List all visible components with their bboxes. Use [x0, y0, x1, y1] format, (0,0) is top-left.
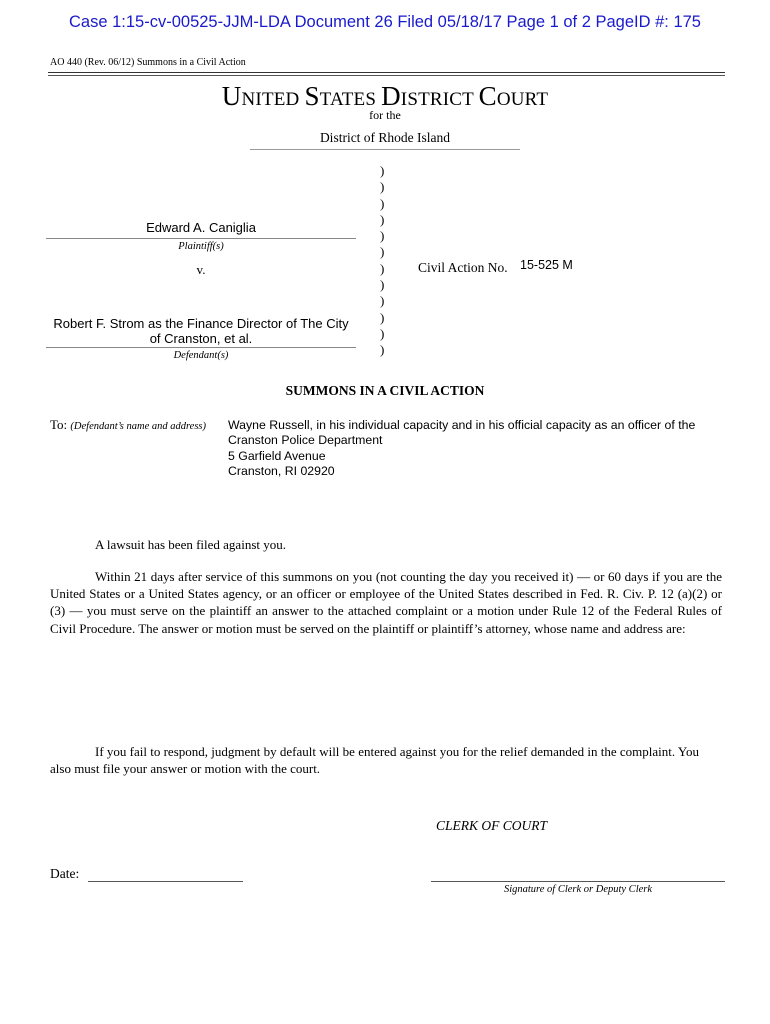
defendant-name-line-2: of Cranston, et al.: [149, 331, 253, 346]
district-underline: [250, 149, 520, 150]
address-line-4: Cranston, RI 02920: [228, 463, 335, 478]
civil-action-label: Civil Action No.: [418, 260, 508, 275]
defendant-name: [46, 316, 356, 346]
paragraph-lawsuit-filed: A lawsuit has been filed against you.: [95, 537, 286, 552]
to-label: [50, 417, 206, 433]
plaintiff-underline: [46, 238, 356, 239]
signature-line: [431, 881, 725, 882]
defendant-name-line-1: Robert F. Strom as the Finance Director of The City: [53, 316, 349, 331]
case-header-stamp: Case 1:15-cv-00525-JJM-LDA Document 26 Filed 05/18/17 Page 1 of 2 PageID #: 175: [69, 13, 701, 31]
header-rule-thick: [48, 72, 725, 73]
clerk-of-court: CLERK OF COURT: [436, 818, 548, 833]
to-label-text: To:: [50, 417, 68, 432]
defendant-address: [228, 418, 695, 479]
address-line-1: Wayne Russell, in his individual capacity and in his official capacity as an officer of the: [228, 418, 696, 432]
date-line: [88, 881, 243, 882]
paragraph-response-deadline: Within 21 days after service of this summons on you (not counting the day you received it) — or 60 days if you are the United States or a United States agency, or an officer or employee of the United States described in Fed. R. Civ. P. 12 (a)(2) or (3) — you must serve on the plaintiff an answer to the attached complaint or a motion under Rule 12 of the Federal Rules of Civil Procedure. The answer or motion must be served on the plaintiff or plaintiff’s attorney, whose name and address are:: [50, 569, 722, 636]
plaintiff-label: Plaintiff(s): [178, 241, 224, 252]
defendant-label: Defendant(s): [173, 350, 229, 361]
form-identifier: AO 440 (Rev. 06/12) Summons in a Civil Action: [50, 57, 246, 68]
court-title-word-3: DISTRICT: [381, 81, 479, 111]
court-title-word-1: UNITED: [221, 81, 305, 111]
address-line-2: Cranston Police Department: [228, 433, 383, 448]
to-sublabel: (Defendant’s name and address): [70, 421, 207, 432]
court-title-word-4: COURT: [478, 81, 549, 111]
defendant-underline: [46, 347, 356, 348]
civil-action-number: 15-525 M: [520, 258, 573, 272]
plaintiff-name: Edward A. Caniglia: [146, 220, 256, 235]
summons-heading: SUMMONS IN A CIVIL ACTION: [285, 383, 485, 398]
for-the-text: for the: [369, 108, 401, 122]
caption-parentheses: ) ) ) ) ) ) ) ) ) ) ) ): [380, 163, 385, 358]
court-title-word-2: STATES: [304, 81, 382, 111]
paragraph-default-judgment: If you fail to respond, judgment by default will be entered against you for the relief demanded in the complaint. You also must file your answer or motion with the court.: [50, 744, 699, 777]
signature-label: Signature of Clerk or Deputy Clerk: [503, 884, 653, 895]
date-label: Date:: [50, 866, 80, 881]
district-name: District of Rhode Island: [319, 130, 451, 145]
header-rule-thin: [48, 75, 725, 76]
versus-text: v.: [196, 262, 206, 277]
address-line-3: 5 Garfield Avenue: [228, 448, 326, 463]
